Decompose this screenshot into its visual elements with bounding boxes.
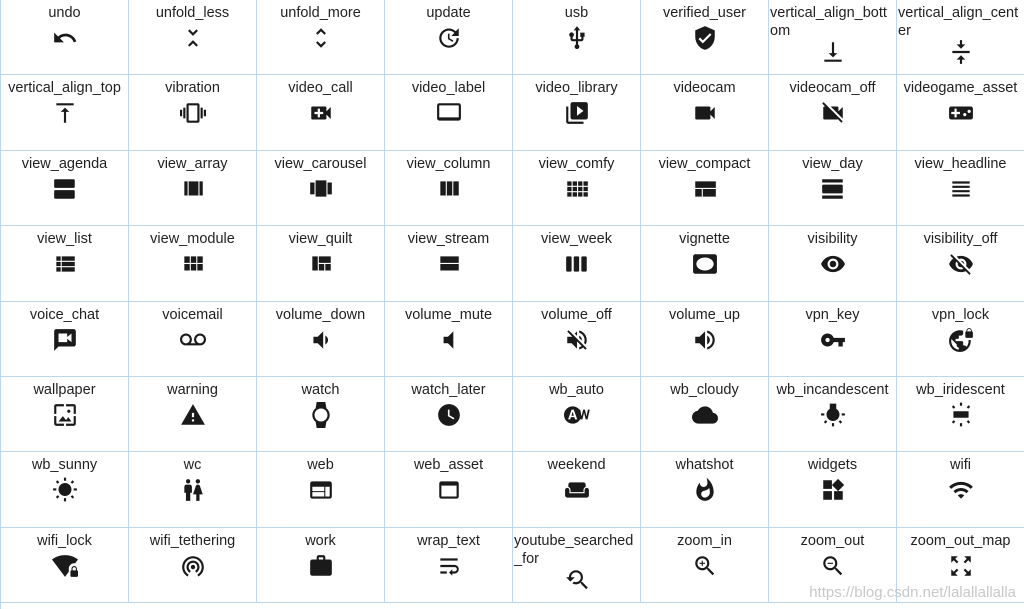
icon-label: volume_up: [669, 306, 740, 323]
usb-icon: [564, 25, 590, 51]
icon-cell-wb-cloudy: [641, 377, 769, 452]
view-day-icon: [820, 176, 846, 202]
verified-user-icon: [692, 25, 718, 51]
icon-label: view_array: [157, 155, 228, 172]
icon-cell-video-label: [385, 75, 513, 150]
view-compact-icon: [692, 176, 718, 202]
view-module-icon: [180, 251, 206, 277]
icon-label: usb: [564, 5, 589, 21]
icon-cell-view-agenda: [1, 151, 129, 226]
icon-cell-visibility-off: [897, 226, 1024, 301]
view-list-icon: [52, 251, 78, 277]
video-label-icon: [436, 100, 462, 126]
icon-cell-volume-up: [641, 302, 769, 377]
watch-icon: [308, 402, 334, 428]
view-carousel-icon: [308, 176, 334, 202]
icon-cell-wifi-tethering: [129, 528, 257, 603]
vpn-lock-icon: [948, 327, 974, 353]
wb-sunny-icon: [52, 477, 78, 503]
icon-label: wc: [183, 457, 202, 474]
icon-label: view_week: [541, 231, 612, 248]
icon-cell-zoom-in: [641, 528, 769, 603]
view-quilt-icon: [308, 251, 334, 277]
icon-cell-web: [257, 452, 385, 527]
videocam-icon: [692, 100, 718, 126]
wifi-tethering-icon: [180, 553, 206, 579]
icon-label: volume_off: [541, 306, 612, 323]
icon-cell-warning: [129, 377, 257, 452]
zoom-in-icon: [692, 553, 718, 579]
work-icon: [308, 553, 334, 579]
icon-cell-unfold-less: [129, 0, 257, 75]
icon-cell-visibility: [769, 226, 897, 301]
update-icon: [436, 25, 462, 51]
icon-label: videocam_off: [789, 80, 876, 97]
icon-label: vpn_key: [805, 306, 860, 323]
icon-label: vertical_align_bottom: [770, 5, 887, 39]
view-headline-icon: [948, 176, 974, 202]
wallpaper-icon: [52, 402, 78, 428]
icon-label: wb_cloudy: [670, 381, 739, 398]
icon-label: unfold_less: [155, 5, 230, 21]
view-week-icon: [564, 251, 590, 277]
zoom-out-map-icon: [948, 553, 974, 579]
icon-label: watch: [301, 381, 340, 398]
icon-label: wifi_tethering: [149, 532, 236, 549]
videocam-off-icon: [820, 100, 846, 126]
icon-label: volume_mute: [404, 306, 493, 323]
icon-cell-wifi-lock: [1, 528, 129, 603]
icon-cell-vpn-key: [769, 302, 897, 377]
view-comfy-icon: [564, 176, 590, 202]
icon-label: video_label: [411, 80, 486, 97]
icon-label: web: [307, 457, 334, 474]
icon-cell-weekend: [513, 452, 641, 527]
icon-label: voice_chat: [29, 306, 100, 323]
icon-label: wifi: [950, 457, 971, 474]
icon-label: view_agenda: [21, 155, 108, 172]
icon-label: wrap_text: [417, 532, 480, 549]
icon-cell-voice-chat: [1, 302, 129, 377]
icon-label: video_call: [288, 80, 353, 97]
wb-cloudy-icon: [692, 402, 718, 428]
icon-cell-vibration: [129, 75, 257, 150]
voicemail-icon: [180, 327, 206, 353]
view-column-icon: [436, 176, 462, 202]
wrap-text-icon: [436, 553, 462, 579]
view-array-icon: [180, 176, 206, 202]
video-call-icon: [308, 100, 334, 126]
icon-cell-youtube-searched-for: [513, 528, 641, 603]
icon-cell-view-quilt: [257, 226, 385, 301]
wb-incandescent-icon: [820, 402, 846, 428]
icon-label: view_headline: [914, 155, 1007, 172]
visibility-icon: [820, 251, 846, 277]
icon-label: zoom_in: [677, 532, 732, 549]
icon-label: view_column: [406, 155, 491, 172]
icon-label: view_stream: [407, 231, 490, 248]
icon-cell-watch-later: [385, 377, 513, 452]
vertical-align-center-icon: [948, 39, 974, 65]
icon-cell-vignette: [641, 226, 769, 301]
icon-cell-usb: [513, 0, 641, 75]
view-stream-icon: [436, 251, 462, 277]
icon-cell-vertical-align-top: [1, 75, 129, 150]
icon-cell-view-day: [769, 151, 897, 226]
icon-cell-volume-off: [513, 302, 641, 377]
voice-chat-icon: [52, 327, 78, 353]
whatshot-icon: [692, 477, 718, 503]
icon-label: vpn_lock: [931, 306, 990, 323]
wb-auto-icon: [564, 402, 590, 428]
icon-cell-wallpaper: [1, 377, 129, 452]
icon-label: wb_sunny: [31, 457, 98, 474]
icon-cell-unfold-more: [257, 0, 385, 75]
icon-label: watch_later: [411, 381, 486, 398]
icon-label: visibility_off: [923, 231, 998, 248]
icon-label: weekend: [547, 457, 606, 474]
icon-cell-wb-iridescent: [897, 377, 1024, 452]
wifi-icon: [948, 477, 974, 503]
video-library-icon: [564, 100, 590, 126]
icon-cell-widgets: [769, 452, 897, 527]
icon-cell-wrap-text: [385, 528, 513, 603]
icon-label: vignette: [679, 231, 730, 248]
unfold-more-icon: [308, 25, 334, 51]
icon-label: wifi_lock: [37, 532, 92, 549]
icon-cell-videogame-asset: [897, 75, 1024, 150]
icon-label: vertical_align_top: [8, 80, 121, 97]
icon-cell-view-array: [129, 151, 257, 226]
icon-cell-wc: [129, 452, 257, 527]
visibility-off-icon: [948, 251, 974, 277]
icon-cell-web-asset: [385, 452, 513, 527]
web-icon: [308, 477, 334, 503]
unfold-less-icon: [180, 25, 206, 51]
icon-label: zoom_out: [800, 532, 865, 549]
icon-label: view_list: [37, 231, 92, 248]
icon-cell-vpn-lock: [897, 302, 1024, 377]
icon-label: undo: [48, 5, 81, 21]
icon-cell-view-carousel: [257, 151, 385, 226]
volume-up-icon: [692, 327, 718, 353]
icon-cell-vertical-align-center: [897, 0, 1024, 75]
icon-cell-videocam-off: [769, 75, 897, 150]
icon-cell-vertical-align-bottom: [769, 0, 897, 75]
icon-cell-wb-incandescent: [769, 377, 897, 452]
icon-cell-work: [257, 528, 385, 603]
icon-label: view_comfy: [538, 155, 615, 172]
icon-label: videogame_asset: [903, 80, 1018, 97]
icon-cell-videocam: [641, 75, 769, 150]
volume-mute-icon: [436, 327, 462, 353]
icon-label: videocam: [673, 80, 736, 97]
icon-label: web_asset: [413, 457, 484, 474]
icon-label: view_quilt: [288, 231, 353, 248]
volume-off-icon: [564, 327, 590, 353]
icon-label: widgets: [807, 457, 858, 474]
icon-label: view_day: [802, 155, 863, 172]
icon-cell-wb-sunny: [1, 452, 129, 527]
icon-cell-wifi: [897, 452, 1024, 527]
icon-label: vertical_align_center: [898, 5, 1019, 39]
icon-label: zoom_out_map: [910, 532, 1011, 549]
warning-icon: [180, 402, 206, 428]
icon-cell-voicemail: [129, 302, 257, 377]
youtube-searched-for-icon: [564, 567, 590, 593]
icon-cell-view-comfy: [513, 151, 641, 226]
icon-cell-view-headline: [897, 151, 1024, 226]
icon-cell-view-compact: [641, 151, 769, 226]
undo-icon: [52, 25, 78, 51]
icon-cell-verified-user: [641, 0, 769, 75]
icon-label: volume_down: [275, 306, 366, 323]
volume-down-icon: [308, 327, 334, 353]
videogame-asset-icon: [948, 100, 974, 126]
vibration-icon: [180, 100, 206, 126]
icon-label: youtube_searched_for: [514, 532, 634, 567]
wifi-lock-icon: [52, 553, 78, 579]
icon-cell-volume-down: [257, 302, 385, 377]
icon-label: unfold_more: [280, 5, 361, 21]
icon-label: video_library: [535, 80, 618, 97]
icon-cell-whatshot: [641, 452, 769, 527]
wc-icon: [180, 477, 206, 503]
icon-cell-undo: [1, 0, 129, 75]
web-asset-icon: [436, 477, 462, 503]
vignette-icon: [692, 251, 718, 277]
icon-cell-video-call: [257, 75, 385, 150]
icon-label: warning: [167, 381, 218, 398]
zoom-out-icon: [820, 553, 846, 579]
icon-label: update: [426, 5, 471, 21]
vpn-key-icon: [820, 327, 846, 353]
icon-cell-view-list: [1, 226, 129, 301]
watermark: https://blog.csdn.net/lalallallalla: [809, 584, 1016, 601]
vertical-align-top-icon: [52, 100, 78, 126]
vertical-align-bottom-icon: [820, 39, 846, 65]
icon-cell-view-stream: [385, 226, 513, 301]
icon-label: work: [305, 532, 336, 549]
icon-label: view_module: [150, 231, 235, 248]
wb-iridescent-icon: [948, 402, 974, 428]
icon-cell-update: [385, 0, 513, 75]
icon-label: whatshot: [675, 457, 734, 474]
icon-label: view_compact: [658, 155, 751, 172]
view-agenda-icon: [52, 176, 78, 202]
icon-cell-video-library: [513, 75, 641, 150]
icon-cell-view-module: [129, 226, 257, 301]
icon-label: voicemail: [162, 306, 223, 323]
icon-cell-watch: [257, 377, 385, 452]
icon-cell-view-column: [385, 151, 513, 226]
widgets-icon: [820, 477, 846, 503]
icon-cell-view-week: [513, 226, 641, 301]
icon-cell-wb-auto: [513, 377, 641, 452]
icon-label: wb_auto: [549, 381, 604, 398]
icon-label: verified_user: [662, 5, 746, 21]
icon-label: wb_iridescent: [916, 381, 1005, 398]
weekend-icon: [564, 477, 590, 503]
icon-cell-volume-mute: [385, 302, 513, 377]
icon-label: wb_incandescent: [776, 381, 889, 398]
icon-label: vibration: [165, 80, 220, 97]
icon-label: wallpaper: [33, 381, 96, 398]
icon-label: visibility: [807, 231, 858, 248]
icon-label: view_carousel: [274, 155, 367, 172]
watch-later-icon: [436, 402, 462, 428]
